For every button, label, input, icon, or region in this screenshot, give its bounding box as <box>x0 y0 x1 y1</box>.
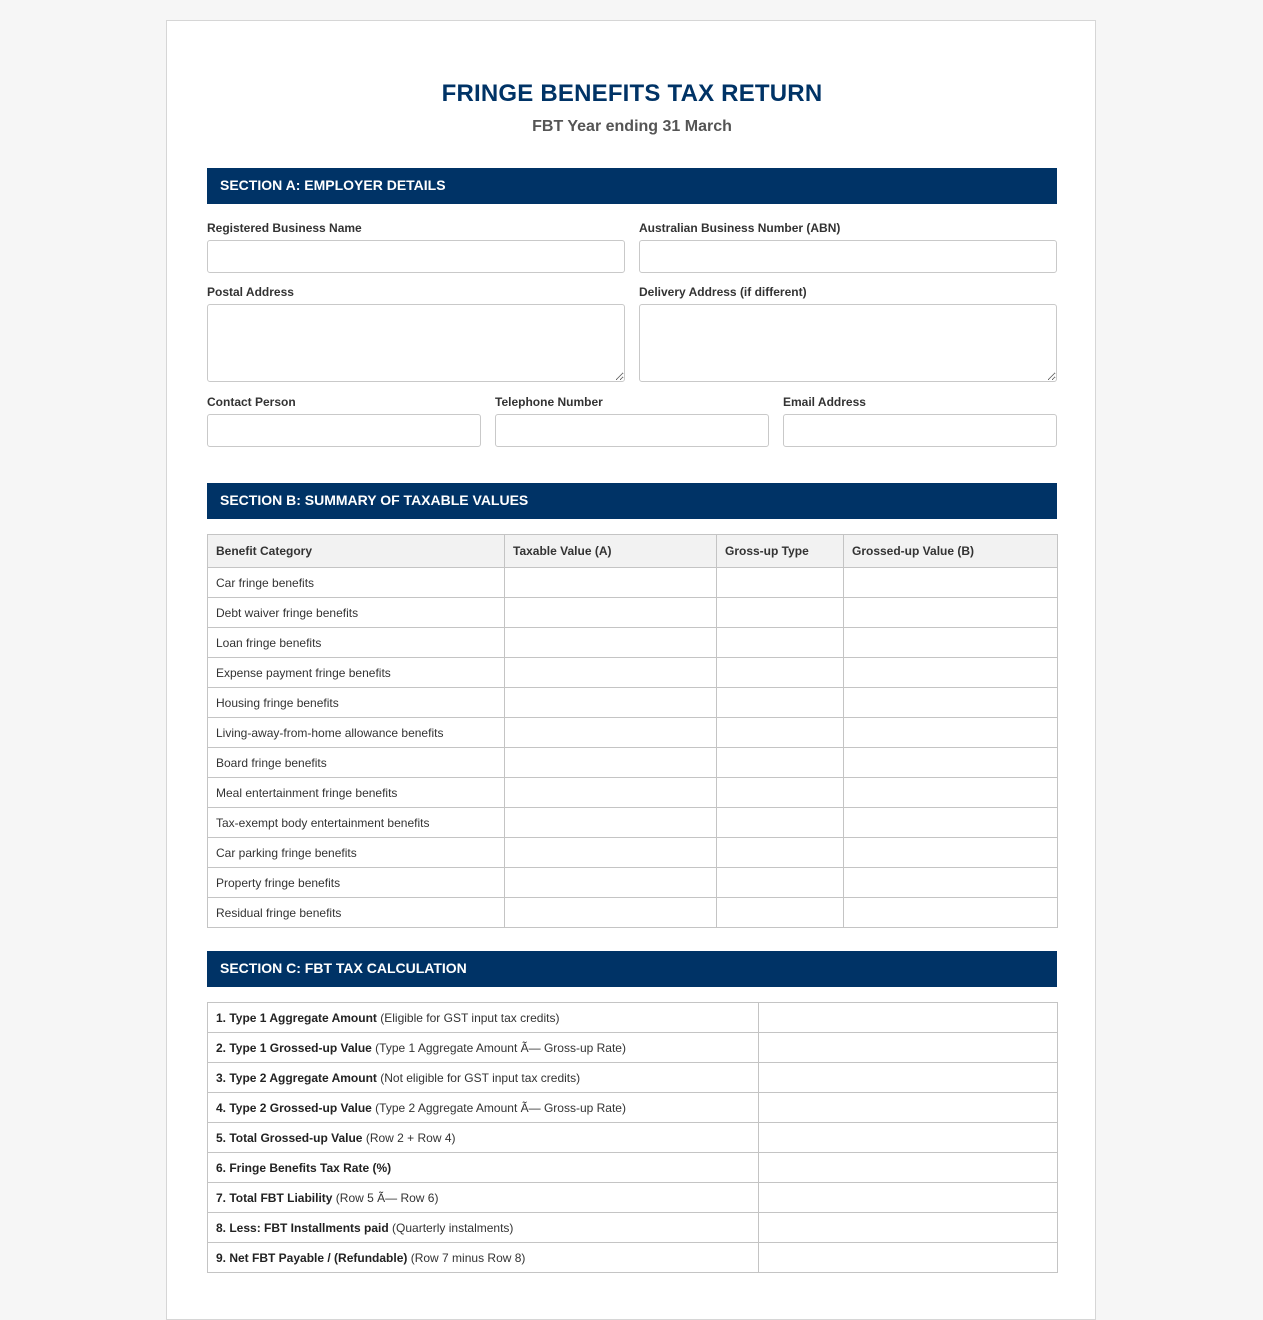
gross-up-type-cell[interactable] <box>717 658 844 688</box>
calc-row-description <box>208 1183 759 1213</box>
calc-row-value-cell[interactable] <box>759 1123 1058 1153</box>
telephone-group <box>495 395 769 447</box>
email-label: Email Address <box>783 395 866 409</box>
grossed-up-value-cell[interactable] <box>844 658 1058 688</box>
taxable-value-cell[interactable] <box>505 808 717 838</box>
grossed-up-value-cell[interactable] <box>844 718 1058 748</box>
postal-address-label: Postal Address <box>207 285 294 299</box>
contact-person-input[interactable] <box>207 414 481 447</box>
benefit-category-cell: Debt waiver fringe benefits <box>208 598 505 628</box>
table-row <box>208 748 1058 778</box>
table-row <box>208 568 1058 598</box>
benefits-summary-table <box>207 534 1058 928</box>
calc-row <box>208 1153 1058 1183</box>
benefit-category-cell: Loan fringe benefits <box>208 628 505 658</box>
postal-address-textarea[interactable] <box>207 304 625 382</box>
postal-address-group <box>207 285 625 382</box>
calc-row-label: 1. Type 1 Aggregate Amount <box>216 1010 377 1025</box>
column-header-gross-up-type: Gross-up Type <box>717 535 844 568</box>
taxable-value-cell[interactable] <box>505 658 717 688</box>
taxable-value-cell[interactable] <box>505 838 717 868</box>
table-row <box>208 658 1058 688</box>
grossed-up-value-cell[interactable] <box>844 868 1058 898</box>
email-group <box>783 395 1057 447</box>
column-header-benefit-category: Benefit Category <box>208 535 505 568</box>
section-b-header: SECTION B: SUMMARY OF TAXABLE VALUES <box>207 483 1057 519</box>
taxable-value-cell[interactable] <box>505 748 717 778</box>
column-header-grossed-up-value: Grossed-up Value (B) <box>844 535 1058 568</box>
gross-up-type-cell[interactable] <box>717 808 844 838</box>
calc-row-description <box>208 1213 759 1243</box>
calc-row-note: (Type 2 Aggregate Amount Ã— Gross-up Rate) <box>371 1100 626 1115</box>
delivery-address-label: Delivery Address (if different) <box>639 285 807 299</box>
abn-input[interactable] <box>639 240 1057 273</box>
calc-row-note: (Quarterly instalments) <box>388 1220 514 1235</box>
gross-up-type-cell[interactable] <box>717 568 844 598</box>
business-name-label: Registered Business Name <box>207 221 362 235</box>
calc-row <box>208 1003 1058 1033</box>
grossed-up-value-cell[interactable] <box>844 688 1058 718</box>
calc-row-value-cell[interactable] <box>759 1213 1058 1243</box>
taxable-value-cell[interactable] <box>505 568 717 598</box>
calc-row-description <box>208 1123 759 1153</box>
calc-row-value-cell[interactable] <box>759 1003 1058 1033</box>
business-name-group <box>207 221 625 273</box>
telephone-label: Telephone Number <box>495 395 603 409</box>
calc-row-label: 3. Type 2 Aggregate Amount <box>216 1070 377 1085</box>
grossed-up-value-cell[interactable] <box>844 748 1058 778</box>
grossed-up-value-cell[interactable] <box>844 808 1058 838</box>
benefit-category-cell: Meal entertainment fringe benefits <box>208 778 505 808</box>
form-sheet <box>166 20 1096 1320</box>
taxable-value-cell[interactable] <box>505 628 717 658</box>
grossed-up-value-cell[interactable] <box>844 598 1058 628</box>
table-row <box>208 598 1058 628</box>
benefit-category-cell: Tax-exempt body entertainment benefits <box>208 808 505 838</box>
benefit-category-cell: Housing fringe benefits <box>208 688 505 718</box>
grossed-up-value-cell[interactable] <box>844 778 1058 808</box>
calc-row-label: 8. Less: FBT Installments paid <box>216 1220 389 1235</box>
calc-row-description <box>208 1243 759 1273</box>
taxable-value-cell[interactable] <box>505 598 717 628</box>
calc-row-value-cell[interactable] <box>759 1063 1058 1093</box>
grossed-up-value-cell[interactable] <box>844 568 1058 598</box>
calc-row-label: 5. Total Grossed-up Value <box>216 1130 363 1145</box>
benefit-category-cell: Living-away-from-home allowance benefits <box>208 718 505 748</box>
calc-row-description <box>208 1093 759 1123</box>
gross-up-type-cell[interactable] <box>717 688 844 718</box>
delivery-address-textarea[interactable] <box>639 304 1057 382</box>
gross-up-type-cell[interactable] <box>717 718 844 748</box>
calc-row-value-cell[interactable] <box>759 1033 1058 1063</box>
benefit-category-cell: Expense payment fringe benefits <box>208 658 505 688</box>
table-row <box>208 838 1058 868</box>
grossed-up-value-cell[interactable] <box>844 628 1058 658</box>
calc-row-note: (Not eligible for GST input tax credits) <box>376 1070 581 1085</box>
calc-row <box>208 1063 1058 1093</box>
table-row <box>208 688 1058 718</box>
calc-row-label: 2. Type 1 Grossed-up Value <box>216 1040 372 1055</box>
email-input[interactable] <box>783 414 1057 447</box>
calc-row <box>208 1213 1058 1243</box>
calc-row <box>208 1183 1058 1213</box>
grossed-up-value-cell[interactable] <box>844 898 1058 928</box>
benefit-category-cell: Car fringe benefits <box>208 568 505 598</box>
contact-person-label: Contact Person <box>207 395 296 409</box>
calc-row-label: 6. Fringe Benefits Tax Rate (%) <box>216 1160 392 1175</box>
telephone-input[interactable] <box>495 414 769 447</box>
grossed-up-value-cell[interactable] <box>844 838 1058 868</box>
calc-row-description <box>208 1153 759 1183</box>
benefits-header-row <box>208 535 1058 568</box>
benefit-category-cell: Board fringe benefits <box>208 748 505 778</box>
calc-row-description <box>208 1033 759 1063</box>
benefit-category-cell: Residual fringe benefits <box>208 898 505 928</box>
delivery-address-group <box>639 285 1057 382</box>
abn-group <box>639 221 1057 273</box>
page-title: FRINGE BENEFITS TAX RETURN <box>441 80 823 107</box>
section-c-header: SECTION C: FBT TAX CALCULATION <box>207 951 1057 987</box>
calc-row-value-cell[interactable] <box>759 1243 1058 1273</box>
calc-row <box>208 1033 1058 1063</box>
calc-row-description <box>208 1063 759 1093</box>
gross-up-type-cell[interactable] <box>717 598 844 628</box>
benefit-category-cell: Car parking fringe benefits <box>208 838 505 868</box>
table-row <box>208 898 1058 928</box>
calc-row-label: 9. Net FBT Payable / (Refundable) <box>216 1250 408 1265</box>
gross-up-type-cell[interactable] <box>717 898 844 928</box>
contact-person-group <box>207 395 481 447</box>
gross-up-type-cell[interactable] <box>717 868 844 898</box>
taxable-value-cell[interactable] <box>505 778 717 808</box>
business-name-input[interactable] <box>207 240 625 273</box>
gross-up-type-cell[interactable] <box>717 748 844 778</box>
benefit-category-cell: Property fringe benefits <box>208 868 505 898</box>
calc-row <box>208 1093 1058 1123</box>
gross-up-type-cell[interactable] <box>717 628 844 658</box>
calc-row-note: (Row 2 + Row 4) <box>362 1130 456 1145</box>
page-subtitle: FBT Year ending 31 March <box>532 118 732 135</box>
calc-row-note: (Eligible for GST input tax credits) <box>376 1010 560 1025</box>
gross-up-type-cell[interactable] <box>717 838 844 868</box>
abn-label: Australian Business Number (ABN) <box>639 221 841 235</box>
calc-row-value-cell[interactable] <box>759 1153 1058 1183</box>
calc-row-value-cell[interactable] <box>759 1093 1058 1123</box>
taxable-value-cell[interactable] <box>505 688 717 718</box>
table-row <box>208 808 1058 838</box>
calc-row-value-cell[interactable] <box>759 1183 1058 1213</box>
calc-row-description <box>208 1003 759 1033</box>
calc-row-note: (Row 7 minus Row 8) <box>407 1250 526 1265</box>
table-row <box>208 628 1058 658</box>
table-row <box>208 868 1058 898</box>
column-header-taxable-value: Taxable Value (A) <box>505 535 717 568</box>
taxable-value-cell[interactable] <box>505 898 717 928</box>
calc-row-note: (Row 5 Ã— Row 6) <box>332 1190 439 1205</box>
table-row <box>208 778 1058 808</box>
section-a-header: SECTION A: EMPLOYER DETAILS <box>207 168 1057 204</box>
calc-row-note: (Type 1 Aggregate Amount Ã— Gross-up Rate) <box>371 1040 626 1055</box>
calc-row-label: 4. Type 2 Grossed-up Value <box>216 1100 372 1115</box>
fbt-calculation-table <box>207 1002 1058 1273</box>
calc-row-label: 7. Total FBT Liability <box>216 1190 333 1205</box>
table-row <box>208 718 1058 748</box>
taxable-value-cell[interactable] <box>505 718 717 748</box>
taxable-value-cell[interactable] <box>505 868 717 898</box>
gross-up-type-cell[interactable] <box>717 778 844 808</box>
calc-row <box>208 1123 1058 1153</box>
calc-row <box>208 1243 1058 1273</box>
